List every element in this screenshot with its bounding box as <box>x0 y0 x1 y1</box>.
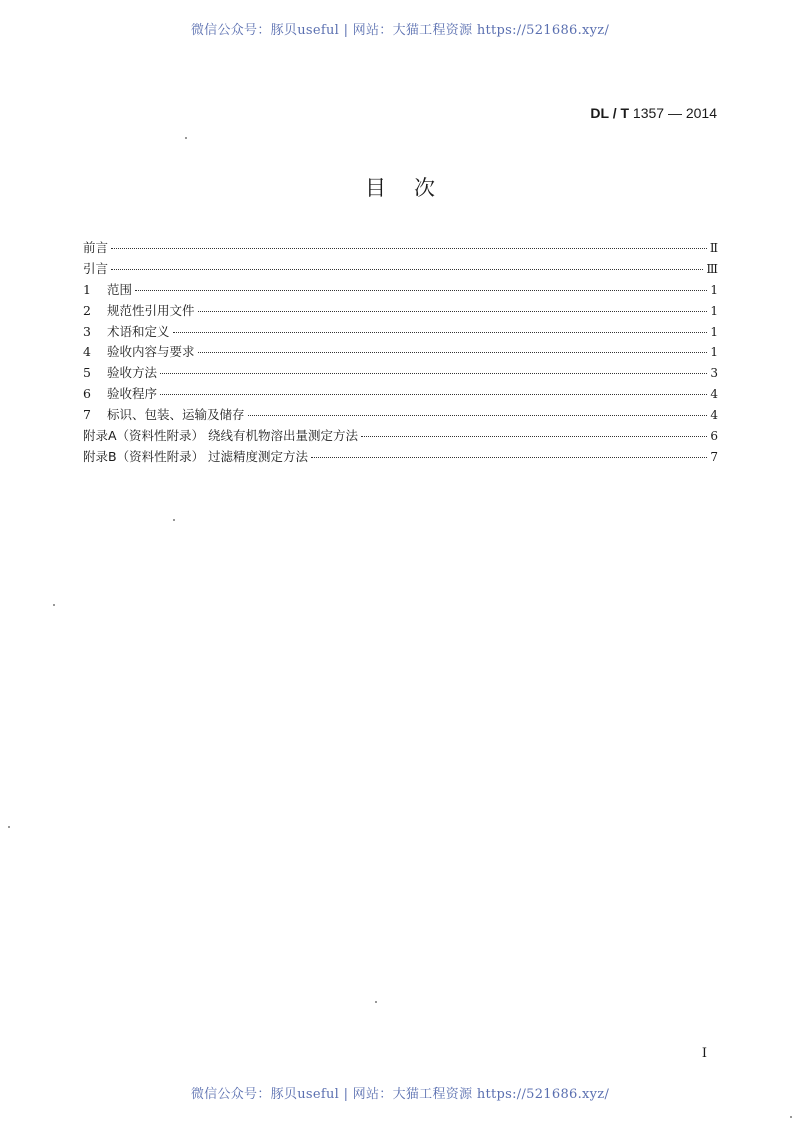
toc-leader-dots <box>111 269 703 270</box>
toc-entry-number: 5 <box>83 365 91 381</box>
toc-leader-dots <box>248 415 708 416</box>
document-code-number: 1357 — 2014 <box>632 105 717 121</box>
toc-title: 目次 <box>365 176 463 200</box>
toc-entry-appendix-a[interactable] <box>83 426 718 447</box>
toc-leader-dots <box>311 457 707 458</box>
toc-leader-dots <box>198 311 708 312</box>
toc-entry-6[interactable] <box>83 384 718 405</box>
toc-leader-dots <box>160 373 707 374</box>
document-code <box>590 105 717 121</box>
toc-entry-number: 7 <box>83 407 91 423</box>
scan-speck <box>375 1001 377 1003</box>
toc-entry-5[interactable] <box>83 363 718 384</box>
document-code-prefix: DL / T <box>590 105 630 121</box>
toc-entry-label: 验收方法 <box>107 365 158 381</box>
toc-entry-page: Ⅱ <box>709 241 718 255</box>
toc-entry-label: 附录B（资料性附录） 过滤精度测定方法 <box>83 448 309 464</box>
toc-leader-dots <box>111 248 707 249</box>
toc-entry-number: 4 <box>83 344 91 360</box>
toc-entry-label: 验收内容与要求 <box>107 344 195 360</box>
toc-entry-3[interactable] <box>83 322 718 343</box>
toc-leader-dots <box>135 290 707 291</box>
toc-entry-label: 引言 <box>83 260 109 276</box>
toc-entry-7[interactable] <box>83 405 718 426</box>
watermark-footer: 微信公众号：豚贝useful | 网站：大猫工程资源 https://521686.xyz/ <box>190 1087 610 1102</box>
toc-entry-label: 术语和定义 <box>107 323 170 339</box>
toc-entry-page: 7 <box>710 449 718 464</box>
scan-speck <box>8 826 10 828</box>
toc-entry-label: 前言 <box>83 240 109 255</box>
toc-leader-dots <box>173 332 708 333</box>
toc-entry-label: 范围 <box>107 281 133 297</box>
toc-entry-page: 4 <box>710 387 718 402</box>
toc-entry-1[interactable] <box>83 280 718 301</box>
toc-entry-page: 1 <box>710 345 718 360</box>
toc-entry-label: 标识、包装、运输及储存 <box>107 407 245 423</box>
toc-entry-page: 1 <box>710 324 718 339</box>
scan-speck <box>790 1116 792 1118</box>
toc-entry-page: 1 <box>710 303 718 318</box>
table-of-contents <box>83 238 718 468</box>
toc-entry-label: 验收程序 <box>107 386 158 402</box>
toc-entry-2[interactable] <box>83 301 718 322</box>
toc-entry-page: Ⅲ <box>706 261 718 276</box>
toc-entry-page: 3 <box>710 366 718 381</box>
toc-leader-dots <box>361 436 707 437</box>
toc-entry-page: 4 <box>710 408 718 423</box>
toc-leader-dots <box>160 394 707 395</box>
toc-entry-page: 1 <box>710 282 718 297</box>
scan-speck <box>185 137 187 139</box>
toc-entry-page: 6 <box>710 429 718 444</box>
toc-leader-dots <box>198 352 708 353</box>
toc-entry-number: 2 <box>83 302 91 318</box>
toc-entry-foreword[interactable] <box>83 238 718 259</box>
scan-speck <box>173 519 175 521</box>
scan-speck <box>53 604 55 606</box>
toc-entry-number: 3 <box>83 323 91 339</box>
watermark-header: 微信公众号：豚贝useful | 网站：大猫工程资源 https://521686.xyz/ <box>190 23 610 38</box>
toc-entry-label: 规范性引用文件 <box>107 302 195 318</box>
page-number: I <box>701 1046 707 1061</box>
toc-entry-4[interactable] <box>83 342 718 363</box>
toc-entry-number: 6 <box>83 386 91 402</box>
toc-entry-introduction[interactable] <box>83 259 718 280</box>
toc-entry-appendix-b[interactable] <box>83 447 718 468</box>
toc-entry-number: 1 <box>83 281 91 297</box>
toc-entry-label: 附录A（资料性附录） 绕线有机物溶出量测定方法 <box>83 428 359 444</box>
